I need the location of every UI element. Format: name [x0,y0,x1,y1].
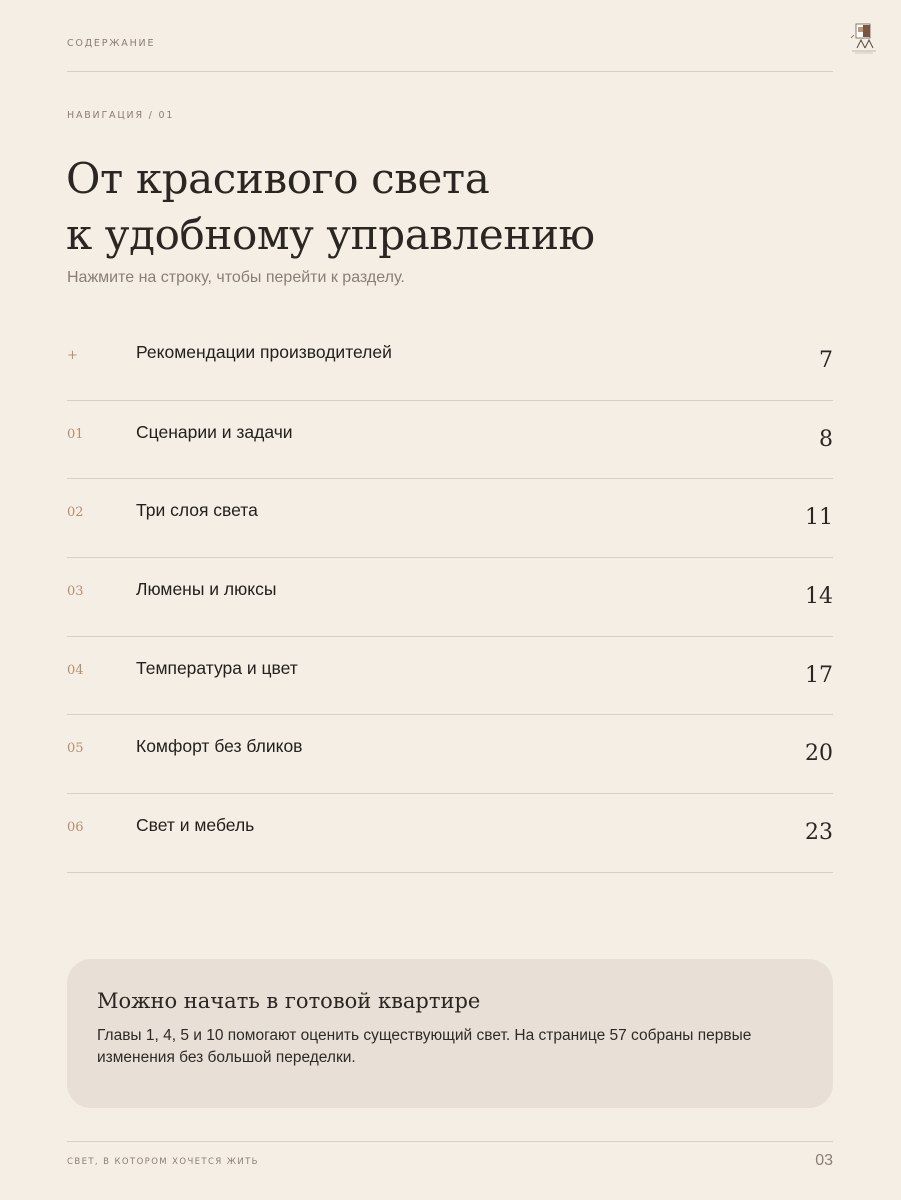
page-subtitle: Нажмите на строку, чтобы перейти к разделу. [67,269,405,286]
page-title-line-1: От красивого света [66,154,490,203]
toc-row-page: 20 [805,741,833,767]
page-number: 03 [815,1152,833,1169]
header-divider [67,71,833,72]
toc-row-page: 14 [805,584,833,610]
toc-row-page: 23 [805,820,833,846]
callout-text: Главы 1, 4, 5 и 10 помогают оценить существующий свет. На странице 57 собраны первые изменения без большой переделки. [97,1027,752,1066]
toc-row-label: Температура и цвет [136,657,298,678]
eyebrow-label: НАВИГАЦИЯ / 01 [67,110,175,121]
toc-row-manufacturers[interactable] [67,322,833,401]
toc-row-label: Комфорт без бликов [136,736,303,757]
toc-row-glare[interactable] [67,715,833,794]
toc-row-number: + [67,348,78,363]
toc-row-label: Свет и мебель [136,815,255,836]
toc-row-label: Три слоя света [136,500,258,521]
toc-row-light-layers[interactable] [67,479,833,558]
info-callout [67,959,833,1108]
brand-logo-icon [846,21,882,57]
toc-row-page: 17 [805,662,833,688]
toc-row-page: 8 [819,426,833,452]
toc-row-number: 04 [67,662,84,678]
toc-row-number: 01 [67,426,84,442]
toc-row-label: Люмены и люксы [136,579,277,600]
table-of-contents [67,322,833,873]
toc-row-number: 03 [67,584,84,600]
toc-row-number: 02 [67,505,84,521]
toc-row-page: 7 [819,348,833,373]
toc-row-lumens[interactable] [67,558,833,637]
toc-row-furniture[interactable] [67,794,833,873]
toc-row-page: 11 [805,505,833,531]
callout-title: Можно начать в готовой квартире [97,989,481,1013]
footer-label: СВЕТ, В КОТОРОМ ХОЧЕТСЯ ЖИТЬ [67,1157,259,1167]
footer-divider [67,1141,833,1142]
page-title [66,151,826,263]
toc-row-label: Рекомендации производителей [136,342,392,362]
page-title-line-2: к удобному управлению [66,210,595,259]
toc-row-number: 06 [67,820,84,836]
toc-row-number: 05 [67,741,84,757]
toc-row-scenarios[interactable] [67,401,833,480]
section-label: СОДЕРЖАНИЕ [67,38,156,49]
toc-row-temperature[interactable] [67,637,833,716]
toc-row-label: Сценарии и задачи [136,421,293,442]
